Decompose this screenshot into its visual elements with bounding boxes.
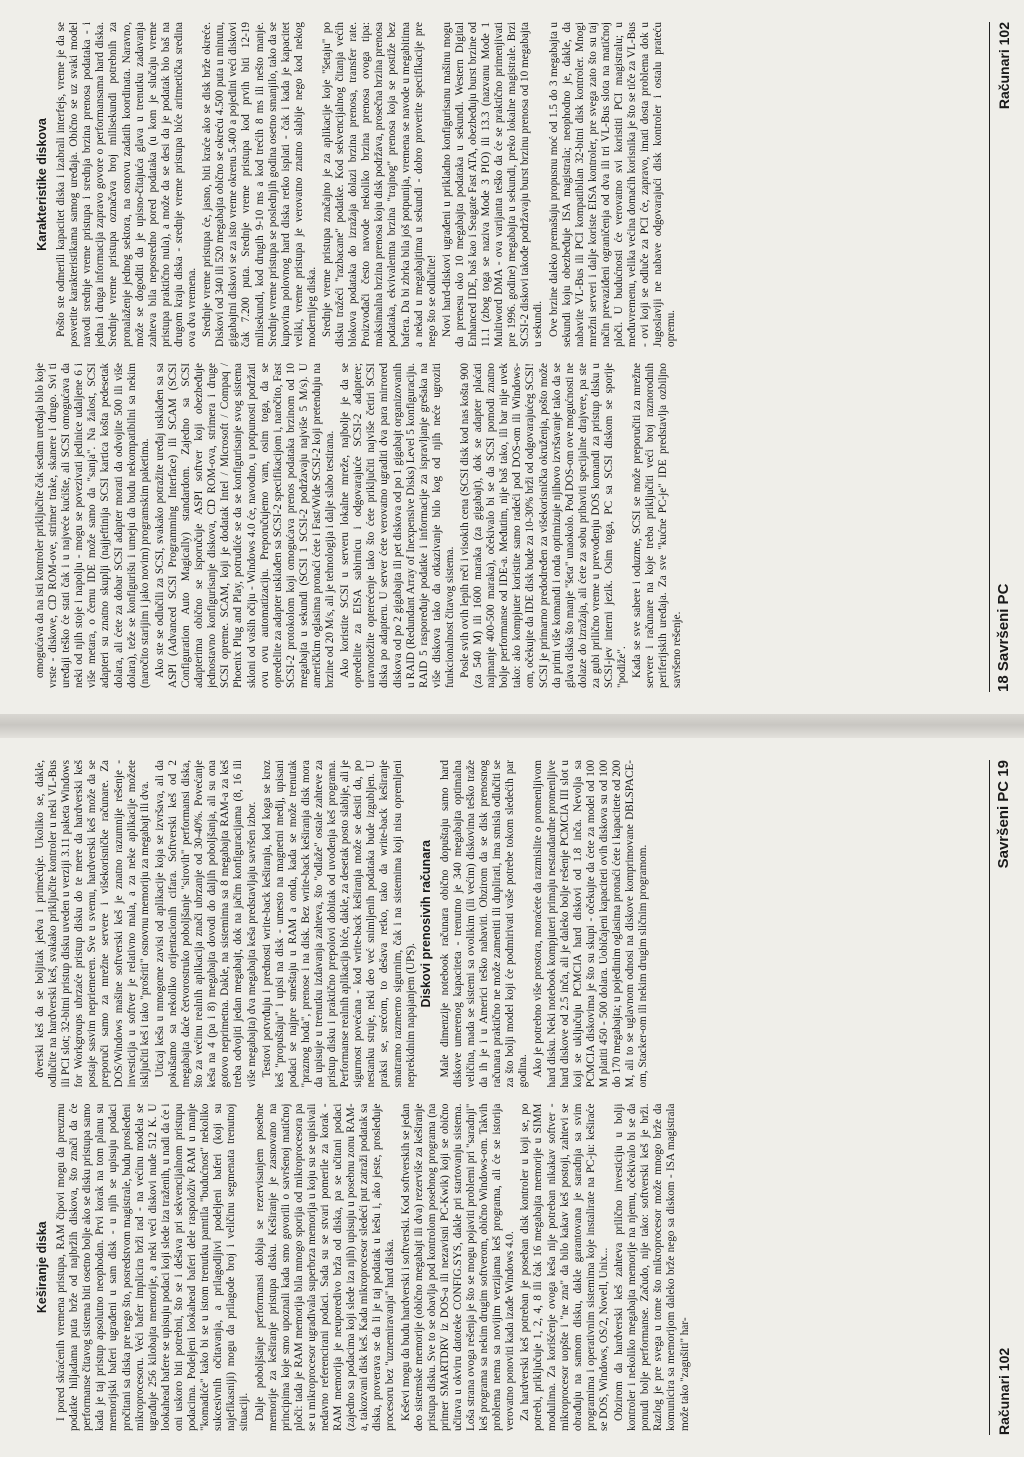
text-columns bbox=[34, 760, 978, 1431]
column-1 bbox=[34, 1104, 978, 1432]
page-gutter bbox=[0, 714, 1024, 738]
paragraph: Ove brzine daleko premašuju propusnu moć od 1.5 do 3 megabajta u sekundi koju obezbeđuje ISA magistrala; neophodno je, dakle, da nabavite VL-Bus ili PCI kompatibilan 32-bitni disk kontroler. Mnogi mrežni serveri i dalje koriste EISA kontroler, pre svega zato što su taj način prevaziđeni ograničenja od dva ili tri VL-Bus slota na matičnoj ploči. U budućnosti će verovatno svi koristiti PCI magistralu; u međuvremenu, velika većina domaćih korisnika je što se tiče za VL-Bus - ovi koji se odluče za PCI će, zapravo, imati dosta problema dok u Jugoslaviji ne nabave odgovarajući disk kontroler i ostalu prateću opremu. bbox=[547, 22, 678, 347]
page-footer bbox=[989, 760, 1012, 1435]
paragraph: Ako koristite SCSI u serveru lokalne mreže, najbolje je da se opredelite za EISA sabirnicu i odgovarajuće SCSI-2 adaptere; uravnotežite opterećenje tako što ćete priključiti najviše četiri SCSI diska po adapteru. U server ćete verovatno ugraditi dva para mirrored diskova od po 2 gigabajta ili pet diskova od po 1 gigabajt organizovanih u RAID (Redundant Array of Inexpensive Disks) Level 5 konfiguraciju. RAID 5 raspoređuje podatke i informacije za ispravljanje grešaka na više diskova tako da otkazivanje bilo kog od njih neće ugroziti funkcionalnost čitavog sistema. bbox=[339, 363, 456, 688]
paragraph: Uticaj keša u mnogome zavisi od aplikacije koja se izvršava, ali da pokušamo sa nekoliko orijentacionih cifara. Softverski keš od 2 megabajta daće četvorostruko poboljšanje "sirovih" performansi diska, što za većinu realnih aplikacija znači ubrzanje od 30-40%. Povećanje keša na 4 (pa i 8) megabajta dovodi do daljih poboljšanja, ali su ona gotovo neprimetna. Dakle, na sistemima sa 8 megabajta RAM-a za keš treba odvojiti jedan megabajt, dok na jačim konfiguracijama (8, 16 ili više megabajta) dva megabajta keša predstavljaju savršen izbor. bbox=[153, 760, 258, 1088]
paragraph: Srednje vreme pristupa značajno je za aplikacije koje "šetaju" po disku tražeći "razbacane" podatke. Kod sekvencijalnog čitanja većih blokova podataka do izražaja dolazi brzina prenosa, transfer rate. Proizvođači često navode nekoliko brzina prenosa ovoga tipa: maksimalna brzina prenosa koju disk podržava, prosečna brzina prenosa podataka, ekvivalentna brzina "trajnog" prenosa koja se postiže bez bafera. Da bi zbrka bila još potpunija, vremena se navode u megabitima a nekad u megabajtima u sekundi - dobro proverite specifikacije pre nego što se odlučite! bbox=[320, 22, 438, 347]
paragraph: Posle svih ovih lepih reči i visokih cena (SCSI disk kod nas košta 900 (za 540 M) ili 1600 maraka (za gigabajt), dok se adapter plaćati najmanje 400-500 maraka), očekivalo bi se da SCSI pomodi znatno bolje performanse od IDE-a. Međutim, nije baš tako, ili bar nije uvek tako: ako kompjuter koristite samo radeći pod DOS-om ili Windows-om, očekujte da IDE disk bude za 10-30% brži od odgovarajućeg SCSI! SCSI je primarno predodređen za višekorisnička okruženja, pošto može da primi više komandi i onda optimizuje njihovo izvršavanje tako da se glava diska što manje "šeta" unaokolo. Pod DOS-om ove mogućnosti ne dolaze do izražaja, ali ćete za sobu pribaviti specijalne drajvere, pa ste za gubi prilično vreme u prevođenju DOS komandi za pristup disku u SCSI-jev interni jezik. Osim toga, PC sa SCSI diskom se sporije "podiže". bbox=[459, 363, 629, 688]
paragraph: Testovi potvrđuju i prednosti write-back keširanja, kod koga se kroz keš "propuštaju" i upisi na disk - umesto na magnetni medij, upisani podaci se najpre smeštaju u RAM a onda, kada se može trenutak "praznog hoda", prenose i na disk. Bez write-back keširanja disk mora da upisuje u trenutku izdavanja zahteva, što "odlaže" ostale zahteve za pristup disku i praktično prepolovi dobitak od uvođenja keš programa. Performanse realnih aplikacija biće, dakle, za desetak posto slabije, ali je sigurnost povećana - kod write-back keširanja može se desiti da, po nestanku struje, neki deo već snimljenih podataka bude izgubljen. U praksi se, srećom, to dešava retko, tako da write-back keširanje smatramo razmerno sigurnim, čak i na sistemima koji nisu opremljeni neprekidnim napajanjem (UPS). bbox=[260, 760, 417, 1088]
paragraph: Ako ste se odlučili za SCSI, svakako potražite uređaj usklađen sa sa ASPI (Advanced SCSI Programming Interface) ili SCAM (SCSI Configuration Auto Magically) standardom. Zajedno sa SCSI adapterima obično se isporučuje ASPI softver koji obezbeđuje jednostavno konfigurisanje diskova, CD ROM-ova, strimera i druge SCSI opreme. SCAM, koji je dodatak Intel / Microsoft / Compaq / Phoenix Plug and Play, potrudiće se da se konfigurisanje svog sistema skloni od vaših očiju - Windows 4.0 će, navodno, u potpunosti podržati ovu ovu automatizaciju. Preporučujemo vam, osim toga, da se opredelite za adapter usklađen sa SCSI-2 specifikacijom i, naročito, Fast SCSI-2 protokolom koji omogućava prenos podataka brzinom od 10 megabajta u sekundi (SCSI 1 SCSI-2 podržavaju najviše 5 M/s). U američkim oglasima pronaći ćete i Fast/Wide SCSI-2 koji pretenduju na brzine od 20 M/s, ali je tehnologija i dalje slabo testirana. bbox=[153, 363, 337, 688]
paragraph: omogućava da na isti kontroler priključite čak sedam uređaja bilo koje vrste - diskove, CD ROM-ove, strimer trake, skanere i drugo. Svi ti uređaji teško će stati čak i u najveće kućište, ali SCSI omogućava da neki od njih stoje i napolju - mogu se povezivati jedinice udaljene 6 i više metara, o čemu IDE može samo da "sanja". Na žalost, SCSI adapteri su znatno skuplji (najjeftinija SCSI kartica košta pedesetak dolara, ali ćete za dobar SCSI adapter morati da odvojite 500 ili više dolara), teže se konfigurišu i umeju da budu nekompatibilni sa nekim (naročito starijim i jako novim) programskim paketima. bbox=[34, 363, 151, 688]
page-footer bbox=[989, 22, 1012, 692]
paragraph: Dalje poboljšanje performansi dobija se rezervisanjem posebne memorije za keširanje pristupa disku. Keširanje je zasnovano na principima koje smo upoznali kada smo govorili o savršenoj matičnoj ploči: tada je RAM memorija bila mnogo sporija od mikroprocesora pa se u mikroprocesor ugrađivala superbrza memorija u koju su se upisivali nedavno referencirani podaci. Sada su se stvari pomerile za korak - RAM memorija je neuporedivo brža od diska, pa se učitani podaci (zajedno sa podacima koji slede iza njih) upisuju u posebnu zonu RAM-a, takozvani disk keš. Kada mikroprocesor sledeći put zatraži podatak sa diska, proverava se da li je taj podatak u kešu i, ako jeste, prosleđuje procesoru bez "uznemiravanja" hard diska. bbox=[253, 1103, 397, 1431]
paragraph: I pored skraćenih vremena pristupa, RAM čipovi mogu da preuzmu podatke hiljadama puta brže od najbržih diskova, što znači da će performanse čitavog sistema biti osetno bolje ako se disku pristupa samo kada je taj pristup apsolutno neophodan. Prvi korak na tom planu su memorijski baferi ugrađeni u sam disk - u njih se upisuju podaci pročitani sa diska pre nego što, posredstvom magistrale, budu prosleđeni mikroprocesoru. Veći bafer implicira brži rad - na većinu modela se ugrađuje 256 kilobajta memorije, a neki veći diskovi nude 512 K. U lookahead bafere se upisuju podaci koji slede iza traženih, u nadi da će i oni uskoro biti potrebni, što se i dešava pri sekvencijalnom pristupu podacima. Podeljeni lookahead baferi dele raspoloživ RAM u manje "komadiće" kako bi se u istom trenutku pamtila "budućnost" nekoliko sukcesivnih očitavanja, a prilagodljivi podeljeni baferi (koji su najefikasniji) mogu da prilagode broj i veličinu segmenata trenutnoj situaciji. bbox=[55, 1103, 251, 1431]
section-heading: Diskovi prenosivih računara bbox=[418, 840, 433, 1008]
paragraph: Kada se sve sabere i oduzme, SCSI se može preporučiti za mrežne servere i računare na koje treba priključiti veći broj raznorodnih periferijskih uređaja. Za sve "kućne PC-je" IDE predstavlja ozbiljno savršeno rešenje. bbox=[631, 363, 683, 688]
column-1 bbox=[34, 363, 978, 688]
section-heading: Keširanje diska bbox=[35, 1221, 49, 1314]
text-columns bbox=[34, 22, 978, 688]
paragraph: Ako je potrebno više prostora, moraćete da razmislite o promenljivom hard disku. Neki notebook kompjuteri primaju nestandardne promenljive hard diskove od 2.5 inča, ali je daleko bolje rešenje PCMCIA III slot u koji se uključuju PCMCIA hard diskovi od 1.8 inča. Nevolja sa PCMCIA diskovima je što su skupi - očekujte da ćete za model od 100 M platiti 450 - 500 dolara. Uobičajeni kapaciteti ovih diskova su od 100 do 170 megabajta; u pojedinim oglasima pronaći ćete i kapacitete od 200 M, ali to se uglavnom odnosi na diskove komprimovane DBLSPACE-om, Stacker-om ili nekim drugim sličnim programom. bbox=[532, 760, 650, 1088]
column-2 bbox=[34, 22, 978, 347]
paragraph: Obzirom da hardverski keš zahteva prilično investiciju u bolji kontroler i nekoliko megabajta memorije na njemu, očekivalo bi se da ponudi bolje performanse. Začudo, nije tako: softverski keš je brži. Razlog je pre svega u tome što mikroprocesor može mnogo brže da komunicira sa memorijom daleko brže nego sa diskom - ISA magistrala može tako "zagušiti" har- bbox=[613, 1103, 691, 1431]
column-2 bbox=[34, 760, 978, 1088]
paragraph: Male dimenzije notebook računara obično dopuštaju samo hard diskove umerenog kapaciteta - trenutno je 340 megabajta optimalna veličina, mada se sistemi sa ovolikim (ili većim) diskovima teško traže da ih je i u Americi teško nabaviti. Obzirom da se disk prenosnog računara praktično ne može zameniti ili duplirati, ima smisla odlučiti se za što bolji model koji će podmirivati vaše potrebe tokom sledećih par godina. bbox=[438, 760, 530, 1088]
section-heading: Karakteristike diskova bbox=[35, 118, 49, 251]
footer-magazine-name: Računari 102 bbox=[996, 22, 1012, 110]
paragraph: dverski keš da se boljitak jedva i primećuje. Ukoliko se, dakle, odlučite na hardverski keš, svakako priključite kontroler u neki VL-Bus ili PCI slot; 32-bitni pristup disku uveden u verziji 3.11 paketa Windows for Workgroups ubrzaće pristup disku do te mere da hardverski keš postaje sasvim nepriemeren. Sve u svemu, hardverski keš može da se preporuči samo za mrežne servere i višekorisničke računare. Za DOS/Windows mašine softverski keš je znatno razumnije rešenje - investicija u softver je relativno mala, a za neke aplikacije možete isključiti keš i tako "prošriti" osnovnu memoriju za megabajt ili dva. bbox=[34, 760, 151, 1088]
paragraph: Pošto ste odmerili kapacitet diska i izabrali interfejs, vreme je da se posvetite karakteristikama samog uređaja. Obično se uz svaki model navodi srednje vreme pristupa i srednja brzina prenosa podataka - i jedna i druga informacija zapravo govore o performansama hard diska. Srednje vreme pristupa označava broj milisekundi potrebnih za pronalaženje jednog sektora, na osnovu zadatih koordinata. Naravno, može se dogoditi da je upisno-čitajuća glava u trenutku zadavanja zahteva bila neposredno pored podataka (u kom je slučaju vreme pristupa praktično nula), a može da se desi da je podatak bio baš na drugom kraju diska - srednje vreme pristupa biće aritmetička sredina ova dva vremena. bbox=[55, 22, 199, 347]
paragraph: Za hardverski keš potreban je poseban disk kontroler u koji se, po potrebi, priključuje 1, 2, 4, 8 ili čak 16 megabajta memorije u SIMM modulima. Za korišćenje ovoga keša nije potreban nikakav softver - mikroprocesor uopšte i "ne zna" da bilo kakav keš postoji, zahtevi se obrađuju na samom disku, dakle garantovana je saradnja sa svim programima i operativnim sistemima koje instalirate na PC-ju: keširaće se DOS, Windows, OS/2, Novell, Unix... bbox=[519, 1103, 610, 1431]
page-right bbox=[0, 738, 1024, 1457]
footer-magazine-name: Računari 102 bbox=[996, 1347, 1012, 1435]
footer-page-number: Savršeni PC 19 bbox=[995, 760, 1012, 869]
footer-page-number: 18 Savršeni PC bbox=[995, 583, 1012, 692]
paragraph: Keševi mogu da budu hardverski i softverski. Kod softverskih se jedan deo sistemske memorije (obično megabajt ili dva) rezerviše za keširanje pristupa disku. Sve to se obavlja pod kontrolom posebnog programa (na primer SMARTDRV iz DOS-a ili nezavisni PC-Kwik) koji se obično učitava u okviru datoteke CONFIG.SYS, dakle pri startovanju sistema. Loša strana ovoga rešenja je što se mogu pojaviti problemi pri "saradnji" keš programa sa nekim drugim softverom, obično Windows-om. Takvih problema nema sa novijim verzijama keš programa, ali će se istorija verovatno ponoviti kada izađe Windows 4.0. bbox=[399, 1103, 517, 1431]
paragraph: Srednje vreme pristupa će, jasno, biti kraće ako se disk brže okreće. Diskovi od 340 ili 520 megabajta obično se okreću 4.500 puta u minutu, gigabajtni diskovi se za isto vreme okrenu 5.400 a pojedini veći diskovi čak 7.200 puta. Srednje vreme pristupa kod prvih biti 12-19 milisekundi, kod drugih 9-10 ms a kod trećih 8 ms ili nešto manje. Srednje vreme pristupa se poslednjih godina osetno smanjilo, tako da se kupovina polovnog hard diska retko isplati - čak i kada je kapacitet veliki, vreme pristupa je verovatno znatno slabije nego kod nekog modernijeg diska. bbox=[201, 22, 318, 347]
paragraph: Novi hard-diskovi ugrađeni u prikladno konfigurisanu mašinu mogu da prenesu oko 10 megabajta podataka u sekundi. Western Digital Enhanced IDE, baš kao i Seagate Fast ATA, obezbeđuju burst brzine od 11.1 (zbog toga se naziva Mode 3 PIO) ili 13.3 (nazvanu Mode 1 Multiword DMA - ova varijanta teško da će se praktično primenjivati pre 1996. godine) megabajta u sekundi, preko lokalne magistrale. Brzi SCSI-2 diskovi takođe podržavaju burst brzinu prenosa od 10 megabajta u sekundi. bbox=[440, 22, 545, 347]
page-left bbox=[0, 0, 1024, 714]
